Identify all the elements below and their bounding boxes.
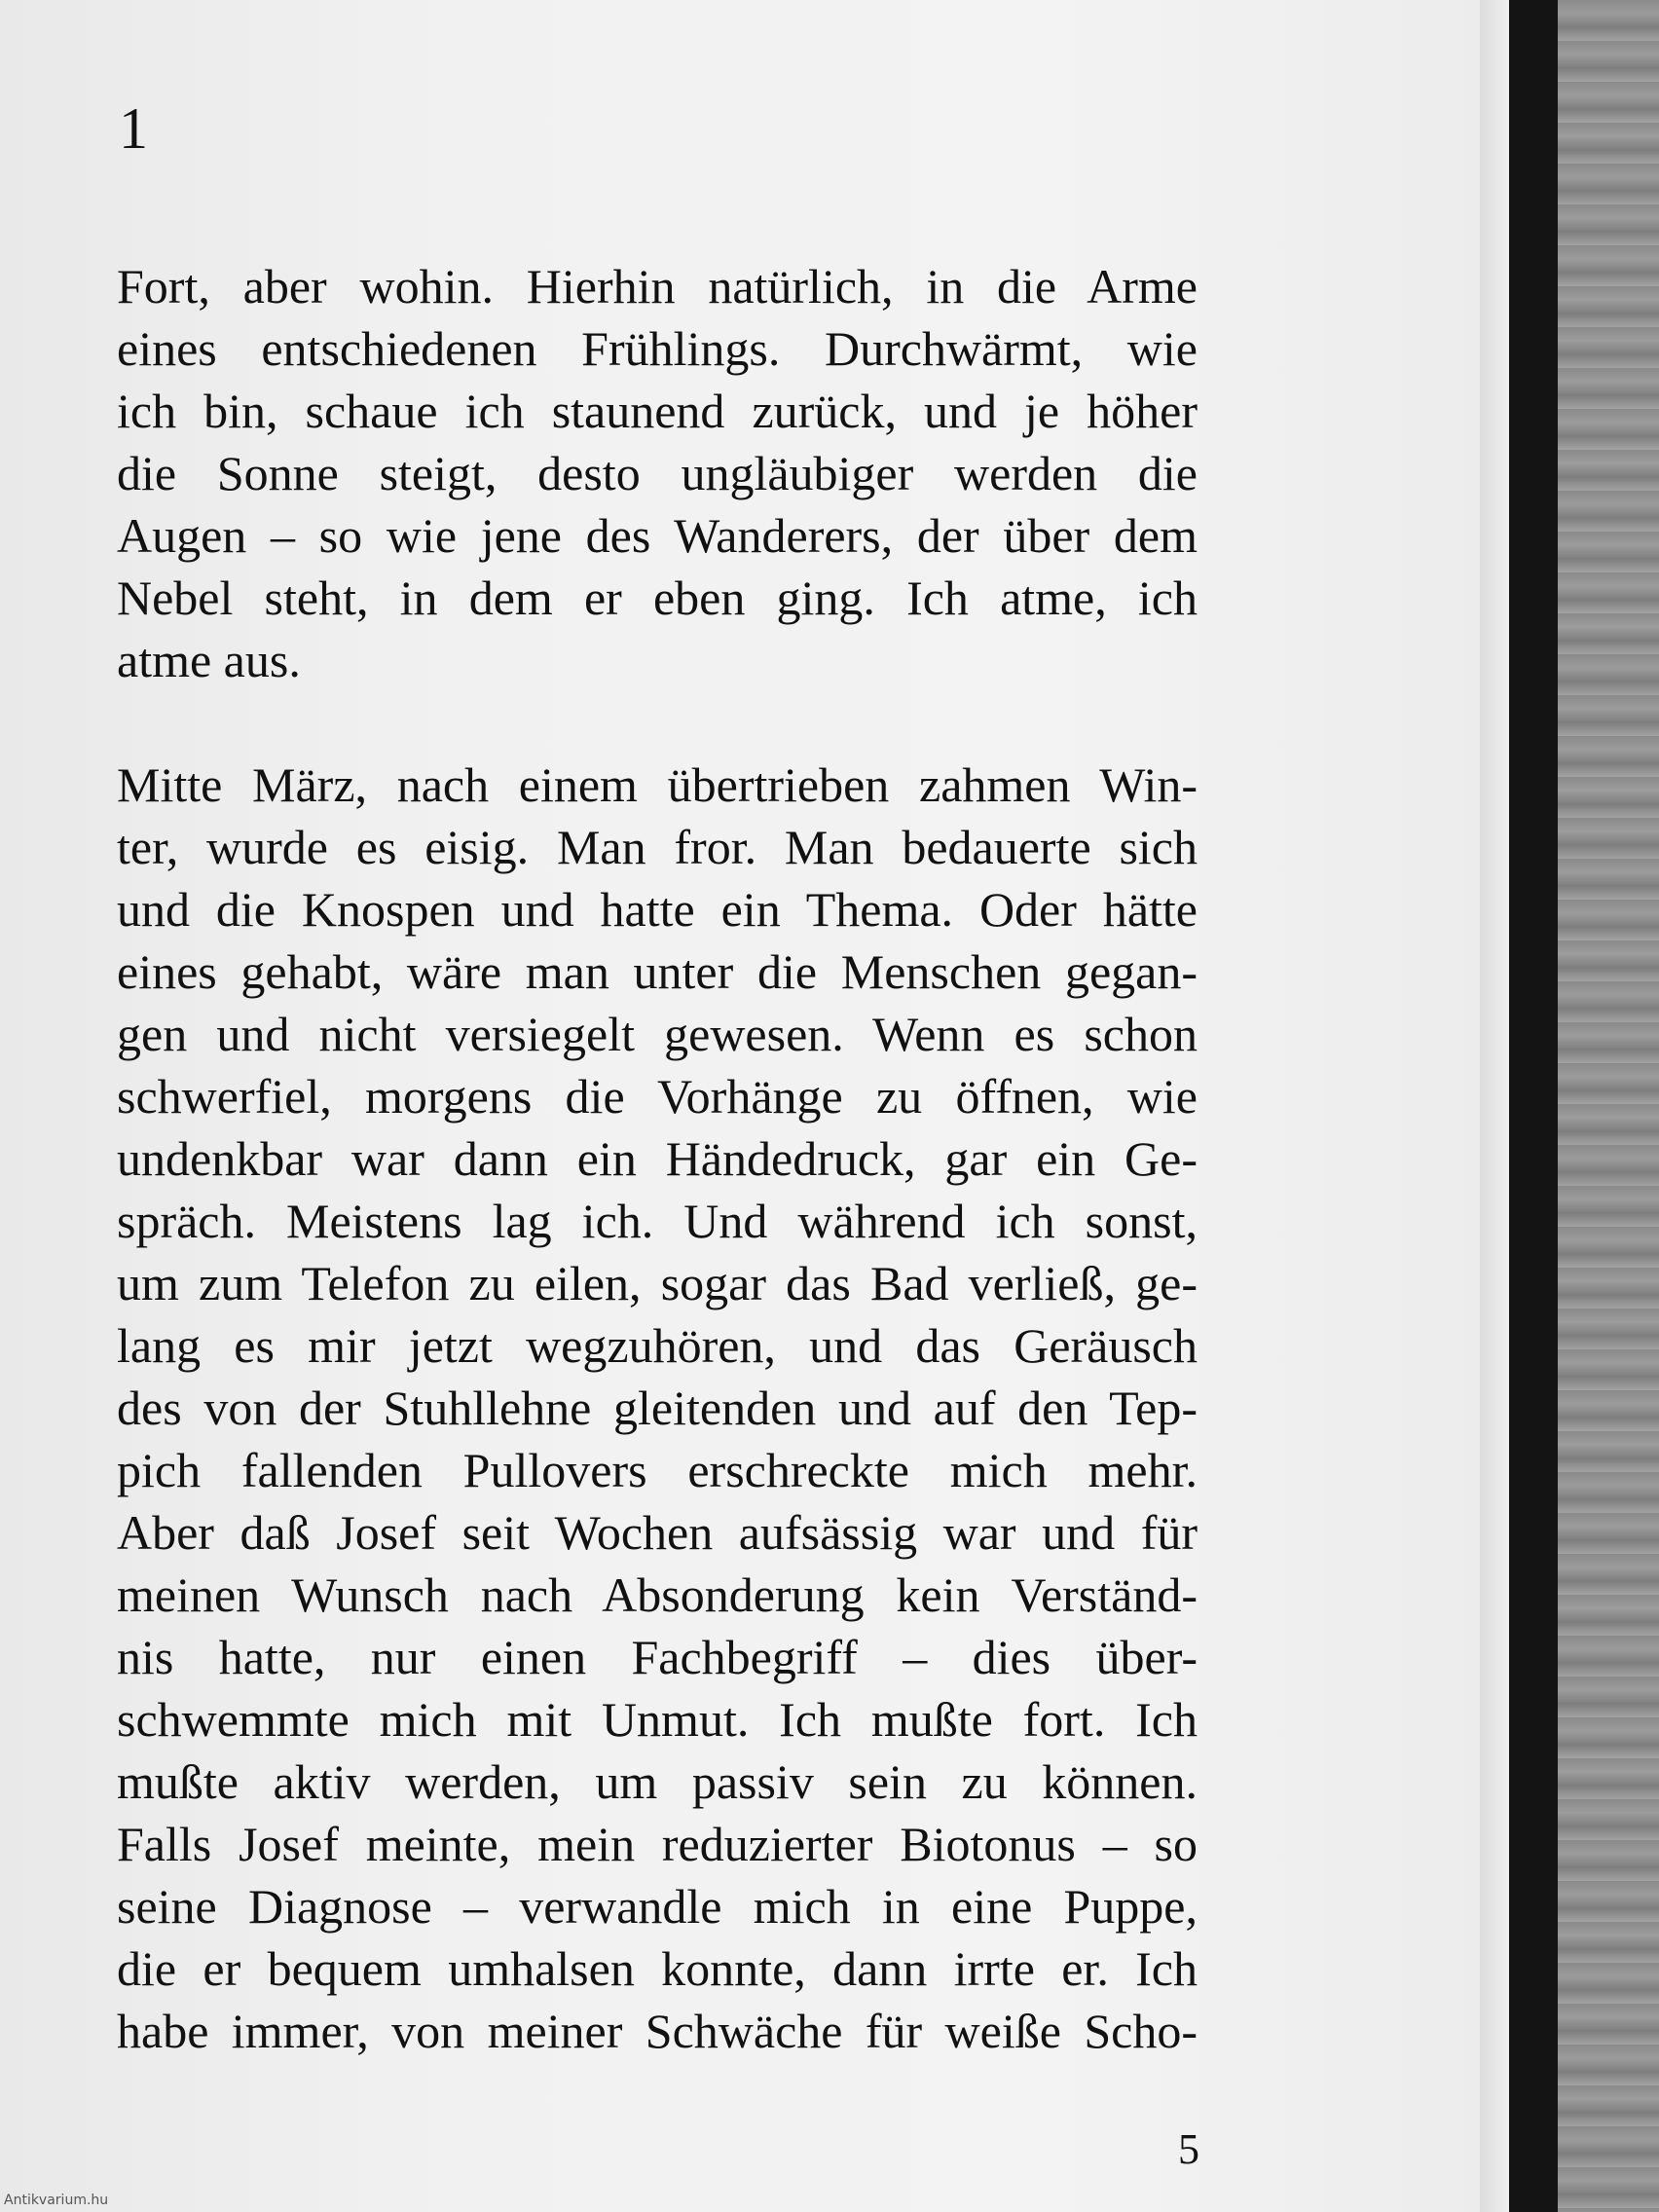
text-line: Nebel steht, in dem er eben ging. Ich atme, ich bbox=[117, 571, 1198, 625]
text-line: Mitte März, nach einem übertrieben zahmen Win- bbox=[117, 757, 1198, 812]
text-line: seine Diagnose – verwandle mich in eine Puppe, bbox=[117, 1879, 1198, 1934]
text-line: Fort, aber wohin. Hierhin natürlich, in die Arme bbox=[117, 259, 1198, 313]
text-line: eines entschiedenen Frühlings. Durchwärmt, wie bbox=[117, 321, 1198, 376]
text-line: des von der Stuhllehne gleitenden und auf den Tep- bbox=[117, 1381, 1198, 1435]
text-line: ich bin, schaue ich staunend zurück, und je höher bbox=[117, 384, 1198, 438]
text-line: und die Knospen und hatte ein Thema. Oder hätte bbox=[117, 882, 1198, 937]
text-line: undenkbar war dann ein Händedruck, gar ein Ge- bbox=[117, 1131, 1198, 1186]
page-number: 5 bbox=[1178, 2125, 1199, 2173]
text-line: gen und nicht versiegelt gewesen. Wenn es schon bbox=[117, 1007, 1198, 1061]
text-line: ter, wurde es eisig. Man fror. Man bedauerte sich bbox=[117, 820, 1198, 874]
text-line: spräch. Meistens lag ich. Und während ich sonst, bbox=[117, 1194, 1198, 1248]
body-text bbox=[117, 255, 1198, 2062]
page-edge bbox=[1480, 0, 1509, 2212]
book-spine bbox=[1509, 0, 1558, 2212]
paragraph-1 bbox=[117, 255, 1198, 691]
background-surface bbox=[1558, 0, 1659, 2212]
text-line: lang es mir jetzt wegzuhören, und das Geräusch bbox=[117, 1318, 1198, 1373]
text-line: Aber daß Josef seit Wochen aufsässig war und für bbox=[117, 1505, 1198, 1560]
text-line: pich fallenden Pullovers erschreckte mich mehr. bbox=[117, 1443, 1198, 1497]
text-line: meinen Wunsch nach Absonderung kein Verständ- bbox=[117, 1567, 1198, 1622]
text-line: um zum Telefon zu eilen, sogar das Bad verließ, ge- bbox=[117, 1256, 1198, 1310]
text-line: die Sonne steigt, desto ungläubiger werden die bbox=[117, 446, 1198, 500]
text-line: eines gehabt, wäre man unter die Menschen gegan- bbox=[117, 944, 1198, 999]
chapter-number: 1 bbox=[119, 96, 148, 161]
watermark: Antikvarium.hu bbox=[4, 2193, 109, 2208]
text-line: mußte aktiv werden, um passiv sein zu können. bbox=[117, 1754, 1198, 1809]
paragraph-2 bbox=[117, 754, 1198, 2062]
text-line: nis hatte, nur einen Fachbegriff – dies über- bbox=[117, 1630, 1198, 1684]
text-line: habe immer, von meiner Schwäche für weiße Scho- bbox=[117, 2004, 1198, 2058]
text-line: atme aus. bbox=[117, 633, 301, 687]
text-line: schwerfiel, morgens die Vorhänge zu öffnen, wie bbox=[117, 1069, 1198, 1124]
text-line: schwemmte mich mit Unmut. Ich mußte fort. Ich bbox=[117, 1692, 1198, 1747]
text-line: Augen – so wie jene des Wanderers, der über dem bbox=[117, 508, 1198, 563]
text-line: Falls Josef meinte, mein reduzierter Biotonus – so bbox=[117, 1817, 1198, 1871]
text-line: die er bequem umhalsen konnte, dann irrte er. Ich bbox=[117, 1941, 1198, 1996]
